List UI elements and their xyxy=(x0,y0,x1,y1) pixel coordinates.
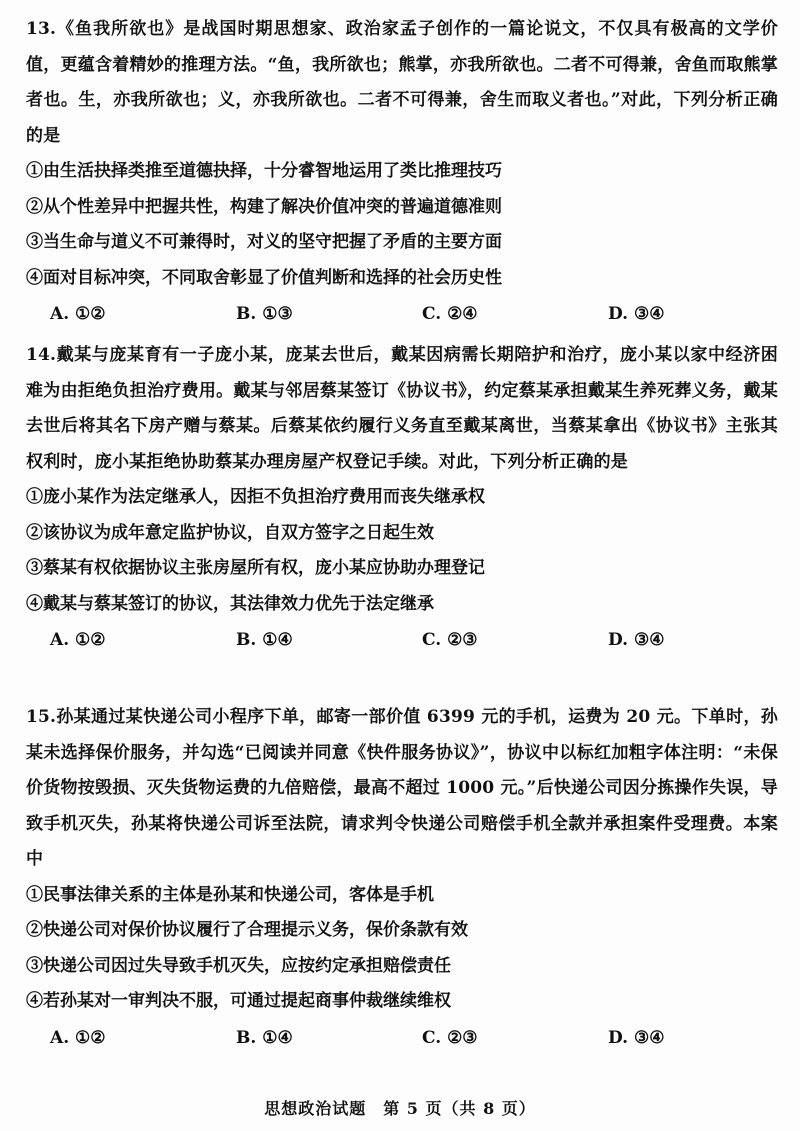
page-footer: 思想政治试题 第 5 页（共 8 页） xyxy=(264,1099,536,1118)
statement-4: ④面对目标冲突，不同取舍彰显了价值判断和选择的社会历史性 xyxy=(26,267,502,288)
choice-c: C. ②④ xyxy=(422,304,478,324)
choice-d: D. ③④ xyxy=(608,630,665,650)
statement-2: ②该协议为成年意定监护协议，自双方签字之日起生效 xyxy=(26,522,434,543)
choice-b: B. ①④ xyxy=(236,630,293,650)
question-14 xyxy=(26,338,778,658)
statement-1: ①庞小某作为法定继承人，因拒不负担治疗费用而丧失继承权 xyxy=(26,487,485,507)
question-number: 15. xyxy=(26,707,57,727)
choice-d: D. ③④ xyxy=(608,304,665,324)
choice-a: A. ①② xyxy=(50,304,106,324)
choice-a: A. ①② xyxy=(50,630,106,650)
question-15 xyxy=(26,700,778,1056)
question-number: 14. xyxy=(26,345,57,365)
statement-3: ③快递公司因过失导致手机灭失，应按约定承担赔偿责任 xyxy=(26,955,451,976)
statement-2: ②快递公司对保价协议履行了合理提示义务，保价条款有效 xyxy=(26,920,468,940)
choice-a: A. ①② xyxy=(50,1027,106,1048)
choice-c: C. ②③ xyxy=(422,1027,478,1048)
answer-choices xyxy=(26,1020,778,1056)
statement-4: ④若孙某对一审判决不服，可通过提起商事仲裁继续维权 xyxy=(26,991,451,1011)
statement-1: ①民事法律关系的主体是孙某和快递公司，客体是手机 xyxy=(26,884,434,905)
choice-c: C. ②③ xyxy=(422,630,478,650)
statement-3: ③当生命与道义不可兼得时，对义的坚守把握了矛盾的主要方面 xyxy=(26,232,502,252)
statement-1: ①由生活抉择类推至道德抉择，十分睿智地运用了类比推理技巧 xyxy=(26,161,502,181)
answer-choices xyxy=(26,296,778,332)
statement-2: ②从个性差异中把握共性，构建了解决价值冲突的普遍道德准则 xyxy=(26,196,502,217)
question-stem xyxy=(26,12,778,154)
statement-3: ③蔡某有权依据协议主张房屋所有权，庞小某应协助办理登记 xyxy=(26,558,485,578)
question-number: 13. xyxy=(26,19,57,39)
question-text: 《鱼我所欲也》是战国时期思想家、政治家孟子创作的一篇论说文，不仅具有极高的文学价值，更蕴含着精妙的推理方法。“鱼，我所欲也；熊掌，亦我所欲也。二者不可得兼，舍鱼而取熊掌者也。生，亦我所欲也；义，亦我所欲也。二者不可得兼，舍生而取义者也。”对此，下列分析正确的是 xyxy=(26,19,778,146)
question-stem xyxy=(26,700,778,878)
choice-b: B. ①③ xyxy=(236,304,293,324)
question-stem xyxy=(26,338,778,480)
question-text: 戴某与庞某育有一子庞小某，庞某去世后，戴某因病需长期陪护和治疗，庞小某以家中经济困难为由拒绝负担治疗费用。戴某与邻居蔡某签订《协议书》，约定蔡某承担戴某生养死葬义务，戴某去世后将其名下房产赠与蔡某。后蔡某依约履行义务直至戴某离世，当蔡某拿出《协议书》主张其权利时，庞小某拒绝协助蔡某办理房屋产权登记手续。对此，下列分析正确的是 xyxy=(26,345,778,472)
question-13 xyxy=(26,12,778,332)
statement-4: ④戴某与蔡某签订的协议，其法律效力优先于法定继承 xyxy=(26,593,434,614)
choice-d: D. ③④ xyxy=(608,1027,665,1048)
choice-b: B. ①④ xyxy=(236,1027,293,1048)
question-text: 孙某通过某快递公司小程序下单，邮寄一部价值 6399 元的手机，运费为 20 元。下单时，孙某未选择保价服务，并勾选“已阅读并同意《快件服务协议》”，协议中以标红加粗字体注明：“未保价货物按毁损、灭失货物运费的九倍赔偿，最高不超过 1000 元。”后快递公司因分拣操作失误，导致手机灭失，孙某将快递公司诉至法院，请求判令快递公司赔偿手机全款并承担案件受理费。本案中 xyxy=(26,707,778,869)
answer-choices xyxy=(26,622,778,658)
